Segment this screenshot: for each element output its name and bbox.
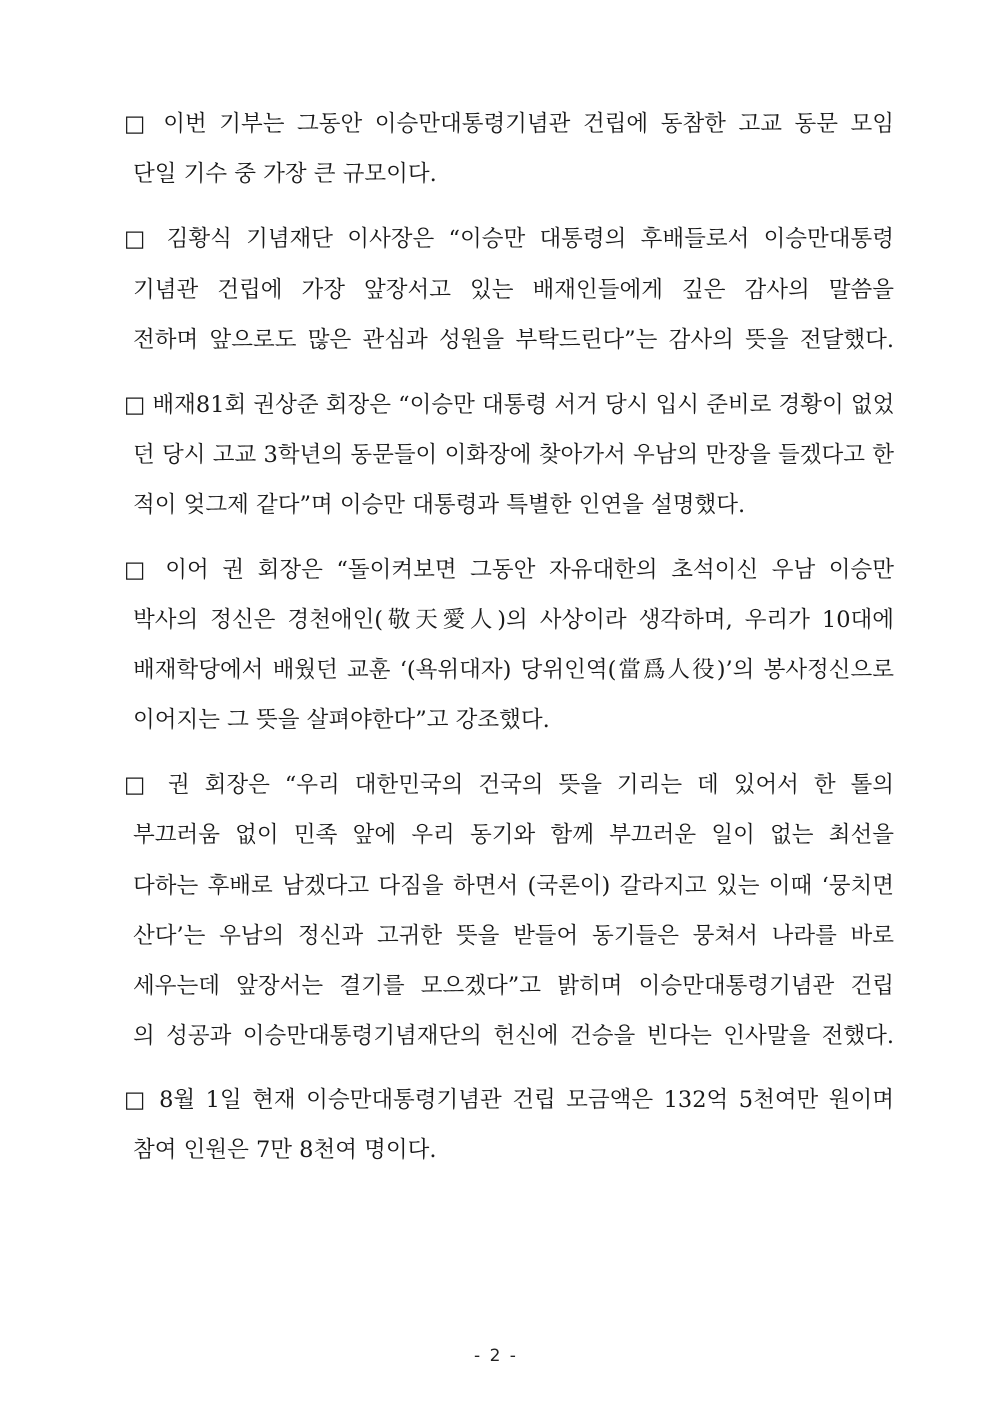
paragraph-5-line-5: 세우는데 앞장서는 결기를 모으겠다”고 밝히며 이승만대통령기념관 건립 bbox=[133, 973, 894, 999]
paragraph-1-line-1: □ 이번 기부는 그동안 이승만대통령기념관 건립에 동참한 고교 동문 모임 bbox=[124, 111, 894, 137]
paragraph-3-line-1: □ 배재81회 권상준 회장은 “이승만 대통령 서거 당시 입시 준비로 경황이 없었 bbox=[124, 392, 895, 418]
page-number: - 2 - bbox=[474, 1346, 518, 1366]
paragraph-4-line-1: □ 이어 권 회장은 “돌이켜보면 그동안 자유대한의 초석이신 우남 이승만 bbox=[124, 557, 894, 583]
paragraph-1-line-2: 단일 기수 중 가장 큰 규모이다. bbox=[133, 161, 437, 187]
paragraph-5-line-3: 다하는 후배로 남겠다고 다짐을 하면서 (국론이) 갈라지고 있는 이때 ‘뭉치면 bbox=[133, 873, 894, 899]
paragraph-5-line-2: 부끄러움 없이 민족 앞에 우리 동기와 함께 부끄러운 일이 없는 최선을 bbox=[133, 822, 894, 848]
paragraph-2-line-1: □ 김황식 기념재단 이사장은 “이승만 대통령의 후배들로서 이승만대통령 bbox=[124, 226, 894, 252]
paragraph-2-line-3: 전하며 앞으로도 많은 관심과 성원을 부탁드린다”는 감사의 뜻을 전달했다. bbox=[133, 327, 894, 353]
paragraph-3-line-2: 던 당시 고교 3학년의 동문들이 이화장에 찾아가서 우남의 만장을 들겠다고 한 bbox=[133, 442, 894, 468]
paragraph-5-line-6: 의 성공과 이승만대통령기념재단의 헌신에 건승을 빈다는 인사말을 전했다. bbox=[133, 1023, 894, 1049]
paragraph-2-line-2: 기념관 건립에 가장 앞장서고 있는 배재인들에게 깊은 감사의 말씀을 bbox=[133, 277, 894, 303]
paragraph-4-line-4: 이어지는 그 뜻을 살펴야한다”고 강조했다. bbox=[133, 707, 550, 733]
paragraph-5-line-4: 산다’는 우남의 정신과 고귀한 뜻을 받들어 동기들은 뭉쳐서 나라를 바로 bbox=[133, 923, 894, 949]
paragraph-5-line-1: □ 권 회장은 “우리 대한민국의 건국의 뜻을 기리는 데 있어서 한 톨의 bbox=[124, 772, 894, 798]
paragraph-6-line-2: 참여 인원은 7만 8천여 명이다. bbox=[133, 1137, 437, 1163]
paragraph-4-line-2: 박사의 정신은 경천애인(敬天愛人)의 사상이라 생각하며, 우리가 10대에 bbox=[133, 607, 894, 633]
paragraph-3-line-3: 적이 엊그제 같다”며 이승만 대통령과 특별한 인연을 설명했다. bbox=[133, 492, 746, 518]
paragraph-6-line-1: □ 8월 1일 현재 이승만대통령기념관 건립 모금액은 132억 5천여만 원이며 bbox=[124, 1087, 894, 1113]
paragraph-4-line-3: 배재학당에서 배웠던 교훈 ‘(욕위대자) 당위인역(當爲人役)’의 봉사정신으로 bbox=[133, 657, 894, 683]
